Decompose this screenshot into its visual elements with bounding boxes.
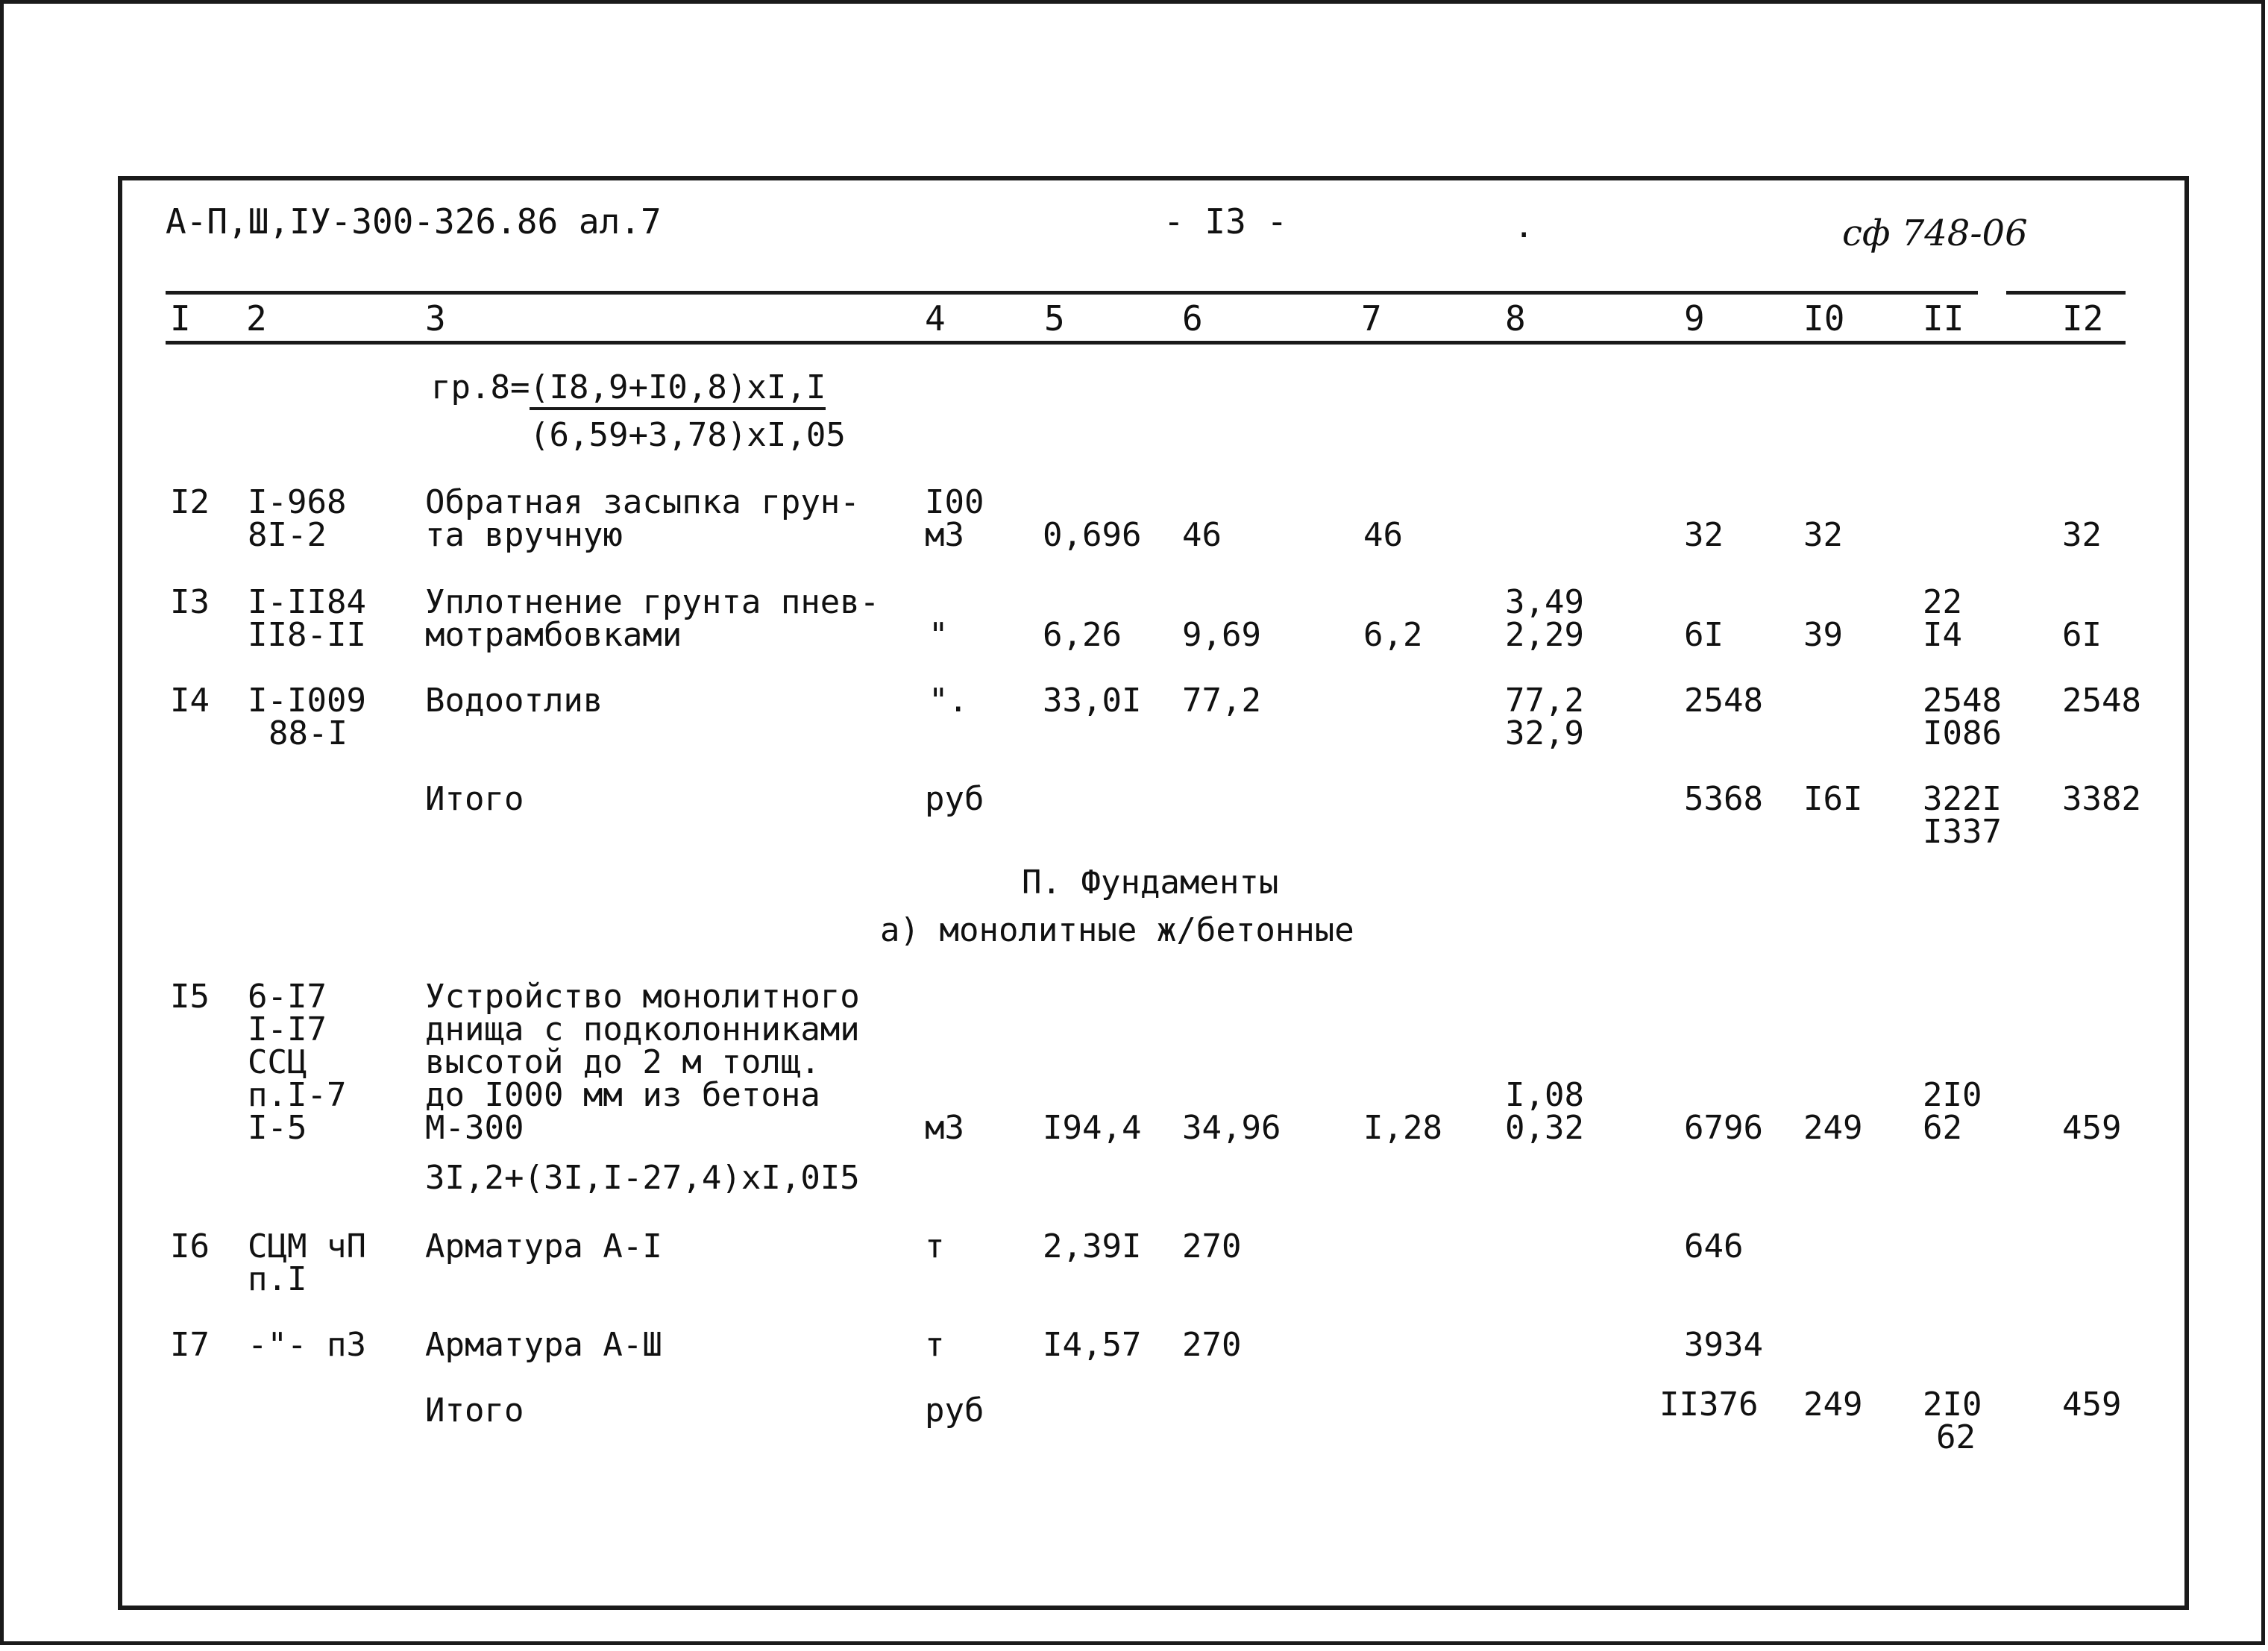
- column-header-7: 7: [1361, 298, 1382, 339]
- cell-col7: I,28: [1363, 1109, 1442, 1147]
- column-header-4: 4: [925, 298, 946, 339]
- cell-col10: I6I: [1803, 780, 1863, 818]
- cell-col8: 2,29: [1505, 616, 1584, 654]
- cell-col6: 9,69: [1182, 616, 1261, 654]
- row-code: I-5: [248, 1109, 307, 1147]
- row-code: 6-I7: [248, 978, 327, 1016]
- total-label: Итого: [425, 1391, 524, 1430]
- row-unit: м3: [925, 516, 964, 554]
- cell-col11: 2548: [1923, 682, 2002, 720]
- row-name: Обратная засыпка грун-: [425, 483, 860, 521]
- cell-col12: 459: [2062, 1109, 2122, 1147]
- cell-col9: 646: [1684, 1227, 1744, 1265]
- cell-col9: 5368: [1684, 780, 1763, 818]
- cell-col7: 6,2: [1363, 616, 1423, 654]
- row-code: I-II84: [248, 583, 366, 621]
- column-header-2: 2: [246, 298, 267, 339]
- row-formula: 3I,2+(3I,I-27,4)xI,0I5: [425, 1159, 860, 1197]
- row-name: Водоотлив: [425, 682, 603, 720]
- row-unit: ": [929, 616, 949, 654]
- row-number: I7: [170, 1326, 210, 1364]
- cell-col12: 32: [2062, 516, 2102, 554]
- cell-col6: 270: [1182, 1326, 1242, 1364]
- cell-col11: I4: [1923, 616, 1962, 654]
- row-number: I4: [170, 682, 210, 720]
- column-header-6: 6: [1182, 298, 1203, 339]
- row-name: высотой до 2 м толщ.: [425, 1043, 820, 1081]
- cell-col10: 249: [1803, 1109, 1863, 1147]
- column-header-9: 9: [1684, 298, 1705, 339]
- cell-col8: 77,2: [1505, 682, 1584, 720]
- cell-col5: 33,0I: [1043, 682, 1142, 720]
- row-code: ССЦ: [248, 1043, 307, 1081]
- cell-col5: 0,696: [1043, 516, 1142, 554]
- cell-col9: 6I: [1684, 616, 1724, 654]
- cell-col6: 270: [1182, 1227, 1242, 1265]
- cell-col12: 6I: [2062, 616, 2102, 654]
- cell-col10: 249: [1803, 1386, 1863, 1424]
- cell-col12: 2548: [2062, 682, 2141, 720]
- cell-col5: I4,57: [1043, 1326, 1142, 1364]
- header-top-rule: [166, 291, 1978, 295]
- cell-col11: 2I0: [1923, 1386, 1982, 1424]
- cell-col8: 0,32: [1505, 1109, 1584, 1147]
- cell-col8: 3,49: [1505, 583, 1584, 621]
- handwritten-code: сф 748-06: [1842, 213, 2028, 254]
- header-bottom-rule: [166, 341, 2126, 345]
- row-code: II8-II: [248, 616, 366, 654]
- row-code: I-968: [248, 483, 347, 521]
- row-code: п.I-7: [248, 1076, 347, 1114]
- formula-numerator: (I8,9+I0,8)xI,I: [530, 371, 826, 410]
- column-header-3: 3: [425, 298, 446, 339]
- cell-col11: I337: [1923, 813, 2002, 851]
- row-name: до I000 мм из бетона: [425, 1076, 820, 1114]
- cell-col5: I94,4: [1043, 1109, 1142, 1147]
- header-top-rule-right: [2006, 291, 2126, 295]
- cell-col9: 6796: [1684, 1109, 1763, 1147]
- cell-col12: 3382: [2062, 780, 2141, 818]
- cell-col9: 32: [1684, 516, 1724, 554]
- cell-col11: 22: [1923, 583, 1962, 621]
- cell-col9: 3934: [1684, 1326, 1763, 1364]
- cell-col11: 2I0: [1923, 1076, 1982, 1114]
- cell-col8: 32,9: [1505, 714, 1584, 752]
- cell-col11: 62: [1923, 1109, 1962, 1147]
- page-number: - I3 -: [1163, 201, 1288, 242]
- cell-col9: II376: [1659, 1386, 1759, 1424]
- cell-col9: 2548: [1684, 682, 1763, 720]
- row-number: I3: [170, 583, 210, 621]
- formula-denominator: (6,59+3,78)xI,05: [530, 416, 846, 454]
- row-code: 8I-2: [248, 516, 327, 554]
- cell-col6: 77,2: [1182, 682, 1261, 720]
- row-unit: м3: [925, 1109, 964, 1147]
- row-code: СЦМ чП: [248, 1227, 366, 1265]
- total-unit: руб: [925, 1391, 984, 1430]
- row-number: I6: [170, 1227, 210, 1265]
- cell-col8: I,08: [1505, 1076, 1584, 1114]
- row-unit: т: [925, 1227, 945, 1265]
- row-unit: I00: [925, 483, 984, 521]
- cell-col11: 322I: [1923, 780, 2002, 818]
- column-header-8: 8: [1505, 298, 1526, 339]
- row-name: М-300: [425, 1109, 524, 1147]
- cell-col11: 62: [1936, 1418, 1976, 1456]
- column-header-12: I2: [2062, 298, 2104, 339]
- row-name: Уплотнение грунта пнев-: [425, 583, 880, 621]
- column-header-5: 5: [1044, 298, 1065, 339]
- cell-col7: 46: [1363, 516, 1403, 554]
- row-code: -"- п3: [248, 1326, 366, 1364]
- document-code: А-П,Ш,IУ-300-326.86 ал.7: [166, 201, 662, 242]
- cell-col10: 32: [1803, 516, 1843, 554]
- row-unit: ".: [929, 682, 968, 720]
- cell-col10: 39: [1803, 616, 1843, 654]
- row-code: I-I009: [248, 682, 366, 720]
- cell-col12: 459: [2062, 1386, 2122, 1424]
- row-name: Арматура А-Ш: [425, 1326, 662, 1364]
- row-name: Устройство монолитного: [425, 978, 860, 1016]
- row-unit: т: [925, 1326, 945, 1364]
- row-name: Арматура А-I: [425, 1227, 662, 1265]
- row-code: п.I: [248, 1260, 307, 1298]
- cell-col11: I086: [1923, 714, 2002, 752]
- row-number: I5: [170, 978, 210, 1016]
- row-name: мотрамбовками: [425, 616, 682, 654]
- row-number: I2: [170, 483, 210, 521]
- cell-col5: 6,26: [1043, 616, 1122, 654]
- row-code: 88-I: [268, 714, 348, 752]
- formula-prefix: гр.8=: [431, 368, 530, 406]
- row-name: днища с подколонниками: [425, 1010, 860, 1048]
- total-label: Итого: [425, 780, 524, 818]
- column-header-10: I0: [1803, 298, 1845, 339]
- cell-col6: 46: [1182, 516, 1222, 554]
- total-unit: руб: [925, 780, 984, 818]
- cell-col6: 34,96: [1182, 1109, 1281, 1147]
- column-header-11: II: [1923, 298, 1964, 339]
- row-code: I-I7: [248, 1010, 327, 1048]
- cell-col5: 2,39I: [1043, 1227, 1142, 1265]
- row-name: та вручную: [425, 516, 623, 554]
- section-title: П. Фундаменты: [1022, 864, 1279, 902]
- section-subtitle: а) монолитные ж/бетонные: [880, 911, 1354, 949]
- column-header-1: I: [170, 298, 191, 339]
- stray-dot: .: [1514, 207, 1534, 245]
